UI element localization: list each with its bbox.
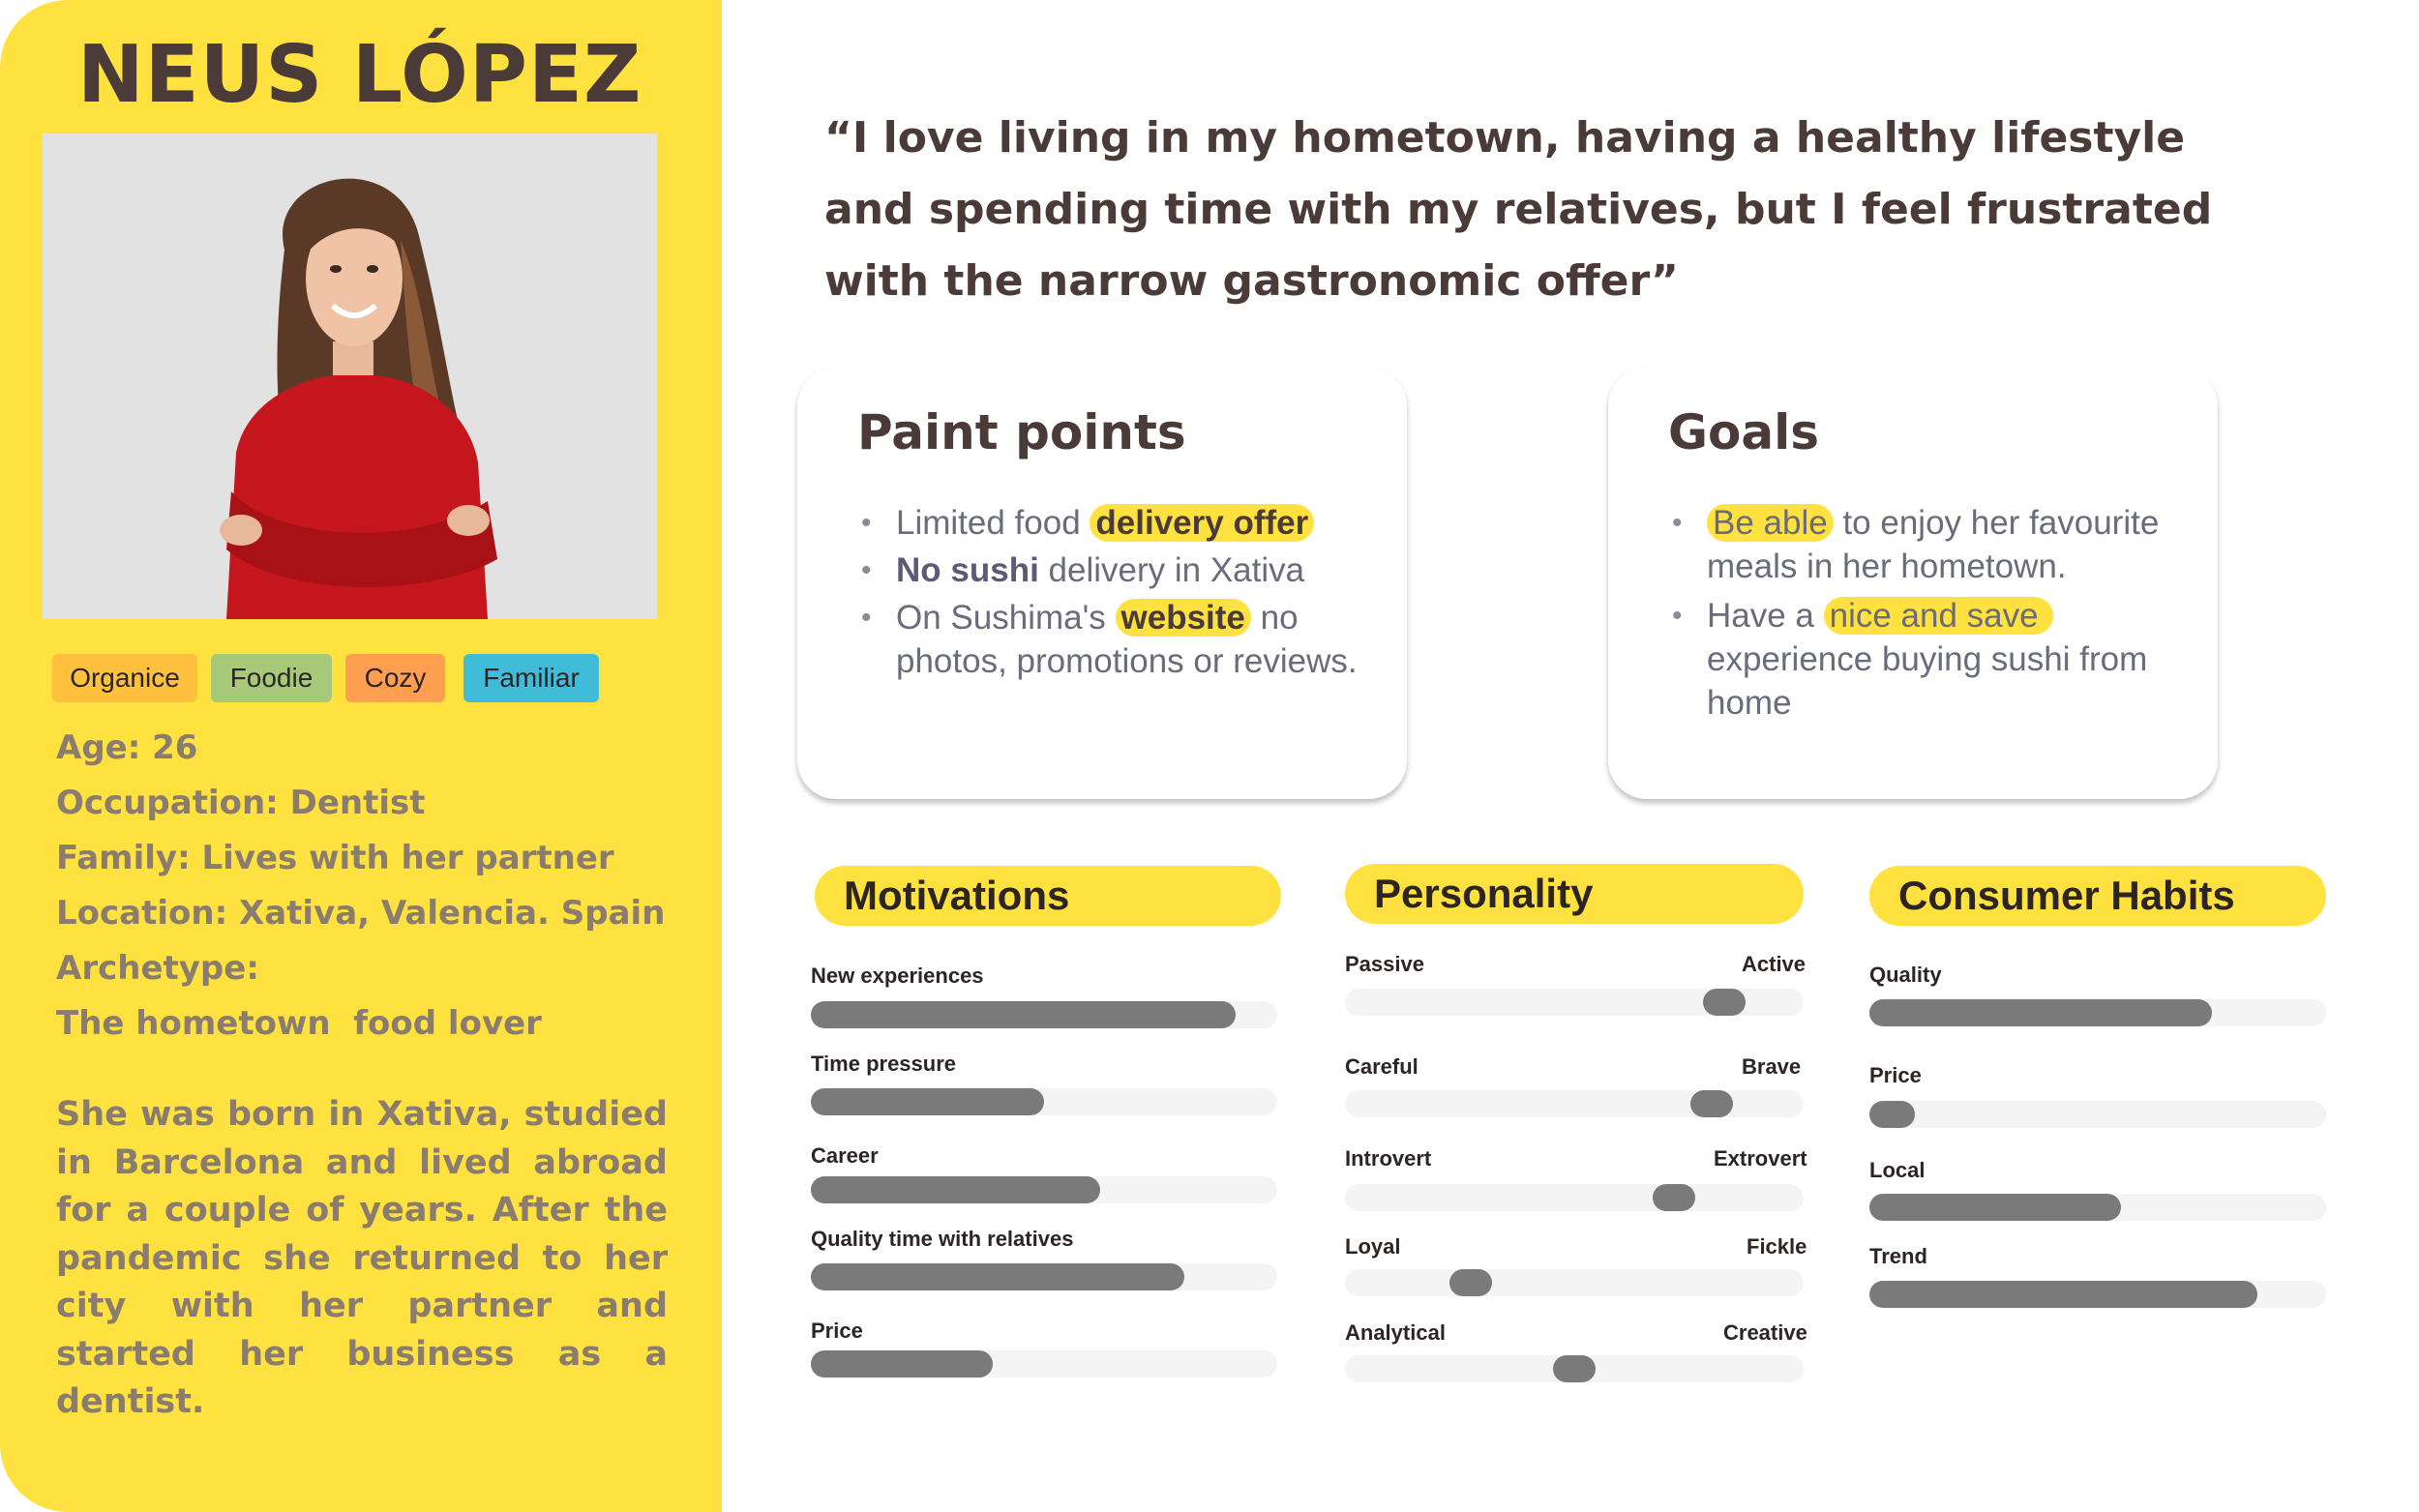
fact-age: Age: 26 bbox=[56, 728, 198, 767]
personality-slider-track bbox=[1345, 1184, 1804, 1211]
portrait-image bbox=[43, 133, 657, 619]
personality-right-label: Brave bbox=[1742, 1054, 1802, 1079]
pain-point-text: no photos, promotions or reviews. bbox=[896, 599, 1358, 680]
personality-slider-track bbox=[1345, 1269, 1804, 1296]
personality-left-label: Careful bbox=[1345, 1054, 1419, 1079]
pain-point-text: Limited food bbox=[896, 504, 1090, 542]
personality-slider-knob bbox=[1653, 1184, 1695, 1211]
personality-right-label: Active bbox=[1742, 952, 1807, 976]
pain-point-item bbox=[857, 548, 1389, 592]
persona-name: NEUS LÓPEZ bbox=[77, 29, 642, 121]
personality-right-label: Extrovert bbox=[1714, 1146, 1807, 1171]
personality-slider-track bbox=[1345, 1355, 1804, 1382]
fact-location: Location: Xativa, Valencia. Spain bbox=[56, 894, 666, 933]
personality-right-label: Fickle bbox=[1747, 1234, 1807, 1259]
motivation-bar-fill bbox=[811, 1088, 1044, 1115]
tag-foodie: Foodie bbox=[211, 654, 332, 702]
pain-point-text: On Sushima's bbox=[896, 599, 1116, 637]
habit-bar-track bbox=[1869, 1281, 2326, 1308]
habit-bar-track bbox=[1869, 1101, 2326, 1128]
pain-points-list bbox=[857, 501, 1389, 687]
pain-point-text: delivery in Xativa bbox=[1038, 551, 1305, 589]
consumer-habits-header: Consumer Habits bbox=[1869, 866, 2326, 926]
motivation-bar-track bbox=[811, 1088, 1277, 1115]
habit-bar-fill bbox=[1869, 999, 2212, 1026]
motivation-bar-track bbox=[811, 1176, 1277, 1203]
motivation-bar-track bbox=[811, 1350, 1277, 1378]
motivation-bar-fill bbox=[811, 1350, 993, 1378]
habit-label: Trend bbox=[1869, 1244, 1927, 1268]
goal-text: Have a bbox=[1707, 597, 1824, 635]
habit-bar-fill bbox=[1869, 1194, 2121, 1221]
personality-left-label: Passive bbox=[1345, 952, 1424, 976]
personality-slider-track bbox=[1345, 1090, 1804, 1117]
motivation-bar-track bbox=[811, 1263, 1277, 1290]
personality-header: Personality bbox=[1345, 864, 1804, 924]
motivation-bar-track bbox=[811, 1001, 1277, 1028]
persona-sidebar bbox=[0, 0, 722, 1512]
persona-photo bbox=[43, 133, 657, 619]
pain-point-item bbox=[857, 596, 1389, 683]
goals-title: Goals bbox=[1668, 404, 1820, 460]
personality-left-label: Analytical bbox=[1345, 1320, 1446, 1345]
goals-card bbox=[1608, 368, 2218, 799]
tag-cozy: Cozy bbox=[345, 654, 445, 702]
goal-item bbox=[1668, 501, 2191, 588]
goal-highlight: nice and save bbox=[1824, 597, 2054, 635]
goal-highlight: Be able bbox=[1707, 504, 1834, 542]
motivation-label: Price bbox=[811, 1319, 863, 1343]
tag-organice: Organice bbox=[52, 654, 197, 702]
personality-left-label: Introvert bbox=[1345, 1146, 1432, 1171]
personality-left-label: Loyal bbox=[1345, 1234, 1401, 1259]
pain-points-card bbox=[797, 368, 1407, 799]
fact-occupation: Occupation: Dentist bbox=[56, 784, 426, 822]
tag-familiar: Familiar bbox=[463, 654, 599, 702]
personality-slider-track bbox=[1345, 989, 1804, 1016]
persona-bio: She was born in Xativa, studied in Barcelona and lived abroad for a couple of years. After the pandemic she returned to her city with her partner and started her business as a dentist. bbox=[56, 1095, 668, 1421]
fact-archetype-value: The hometown food lover bbox=[56, 1004, 542, 1043]
pain-point-item bbox=[857, 501, 1389, 545]
goal-text: experience buying sushi from home bbox=[1707, 640, 2148, 722]
goals-list bbox=[1668, 501, 2191, 728]
habit-label: Quality bbox=[1869, 963, 1942, 987]
motivations-header: Motivations bbox=[815, 866, 1281, 926]
motivation-bar-fill bbox=[811, 1001, 1236, 1028]
personality-right-label: Creative bbox=[1723, 1320, 1807, 1345]
habit-label: Price bbox=[1869, 1063, 1922, 1087]
motivation-label: Quality time with relatives bbox=[811, 1227, 1074, 1251]
pain-point-bold: No sushi bbox=[896, 551, 1039, 589]
motivation-bar-fill bbox=[811, 1263, 1184, 1290]
motivation-bar-fill bbox=[811, 1176, 1100, 1203]
fact-family: Family: Lives with her partner bbox=[56, 839, 614, 877]
motivation-label: Career bbox=[811, 1143, 879, 1168]
fact-archetype-label: Archetype: bbox=[56, 949, 259, 988]
habit-bar-track bbox=[1869, 1194, 2326, 1221]
pain-points-title: Paint points bbox=[857, 404, 1186, 460]
personality-slider-knob bbox=[1553, 1355, 1596, 1382]
goal-item bbox=[1668, 594, 2191, 725]
habit-bar-track bbox=[1869, 999, 2326, 1026]
pain-point-highlight: delivery offer bbox=[1090, 504, 1314, 542]
goal-text: to enjoy her favourite meals in her hometown. bbox=[1707, 504, 2160, 585]
motivation-label: New experiences bbox=[811, 964, 984, 988]
persona-quote: “I love living in my hometown, having a healthy lifestyle and spending time with my relatives, but I feel frustrated with the narrow gastronomic offer” bbox=[824, 113, 2213, 306]
pain-point-highlight: website bbox=[1116, 599, 1251, 637]
personality-slider-knob bbox=[1449, 1269, 1492, 1296]
habit-label: Local bbox=[1869, 1158, 1926, 1182]
habit-bar-fill bbox=[1869, 1101, 1915, 1128]
personality-slider-knob bbox=[1690, 1090, 1733, 1117]
personality-slider-knob bbox=[1703, 989, 1746, 1016]
motivation-label: Time pressure bbox=[811, 1052, 957, 1076]
habit-bar-fill bbox=[1869, 1281, 2257, 1308]
